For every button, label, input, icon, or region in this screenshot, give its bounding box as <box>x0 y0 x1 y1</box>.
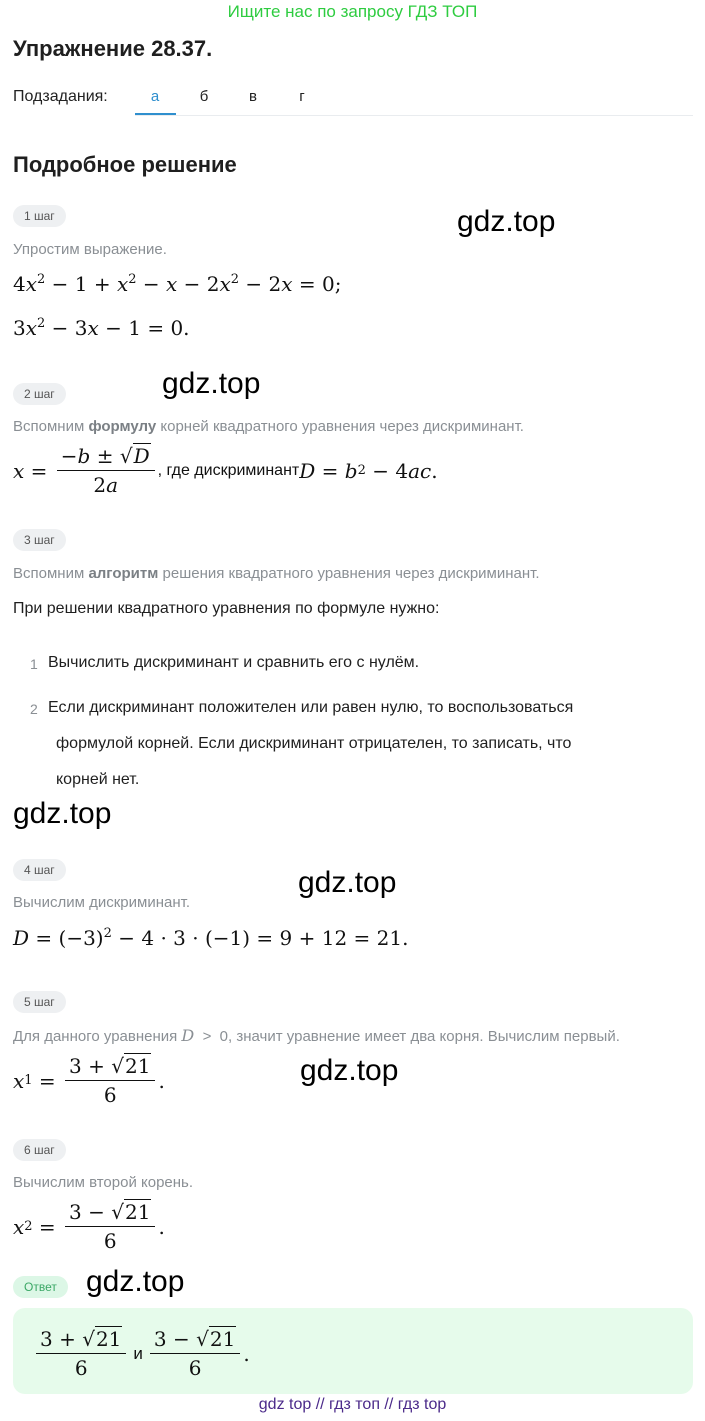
root-1: x 1 = $\frac{3 + √21}{6}$ . <box>13 1054 165 1107</box>
watermark: gdz.top <box>13 797 112 830</box>
step-hint-3: Вспомним алгоритм решения квадратного уравнения через дискриминант. <box>13 565 540 582</box>
list-item: Вычислить дискриминант и сравнить его с нулём. <box>48 654 420 671</box>
step-hint-4: Вычислим дискриминант. <box>13 894 190 911</box>
answer-value: $\frac{3 + √21}{6}$ и $\frac{3 - √21}{6}$ . <box>33 1327 250 1380</box>
step-hint-5: Для данного уравнения D > 0, значит уравнение имеет два корня. Вычислим первый. <box>13 1026 620 1045</box>
list-number: 2 <box>30 701 38 717</box>
step-hint-6: Вычислим второй корень. <box>13 1174 194 1191</box>
list-item-line: корней нет. <box>56 771 140 788</box>
step-badge-6: 6 шаг <box>13 1139 66 1161</box>
tab-v[interactable]: в <box>249 88 257 105</box>
step-badge-5: 5 шаг <box>13 991 66 1013</box>
watermark: gdz.top <box>86 1265 185 1298</box>
list-item-line: формулой корней. Если дискриминант отрицателен, то записать, что <box>56 735 572 752</box>
tabs-divider <box>135 115 693 116</box>
step-badge-4: 4 шаг <box>13 859 66 881</box>
discriminant-calc: $D = (-3)^2 - 4 \cdot 3 \cdot (-1) = 9 + 12 = 21$. <box>13 926 409 950</box>
answer-badge: Ответ <box>13 1276 68 1298</box>
equation-1: $4x^2 - 1 + x^2 - x - 2x^2 - 2x = 0$; <box>13 272 342 296</box>
watermark: gdz.top <box>162 367 261 400</box>
equation-2: $3x^2 - 3x - 1 = 0$. <box>13 316 190 340</box>
list-item-line: Если дискриминант положителен или равен нулю, то воспользоваться <box>48 699 574 716</box>
footer-links[interactable]: gdz top // гдз топ // гдз top <box>258 1396 447 1413</box>
watermark: gdz.top <box>457 205 556 238</box>
list-number: 1 <box>30 656 38 672</box>
watermark: gdz.top <box>298 866 397 899</box>
active-tab-indicator <box>135 113 176 115</box>
algorithm-intro: При решении квадратного уравнения по формуле нужно: <box>13 600 440 617</box>
step-badge-1: 1 шаг <box>13 205 66 227</box>
step-badge-3: 3 шаг <box>13 529 66 551</box>
promo-banner[interactable]: Ищите нас по запросу ГДЗ ТОП <box>227 2 478 21</box>
subtasks-label: Подзадания: <box>13 88 108 105</box>
watermark: gdz.top <box>300 1054 399 1087</box>
step-hint-1: Упростим выражение. <box>13 241 167 258</box>
tab-a[interactable]: а <box>150 88 160 105</box>
root-2: x 2 = $\frac{3 - √21}{6}$ . <box>13 1200 165 1253</box>
page-title: Упражнение 28.37. <box>13 36 213 61</box>
tab-b[interactable]: б <box>199 88 209 105</box>
step-badge-2: 2 шаг <box>13 383 66 405</box>
tab-g[interactable]: г <box>299 88 305 105</box>
quadratic-formula: x = $\frac{-b \pm √D}{2a}$ , где дискриминант D = b 2 − 4 ac . <box>13 444 438 497</box>
solution-heading: Подробное решение <box>13 152 237 177</box>
step-hint-2: Вспомним формулу корней квадратного уравнения через дискриминант. <box>13 418 524 435</box>
